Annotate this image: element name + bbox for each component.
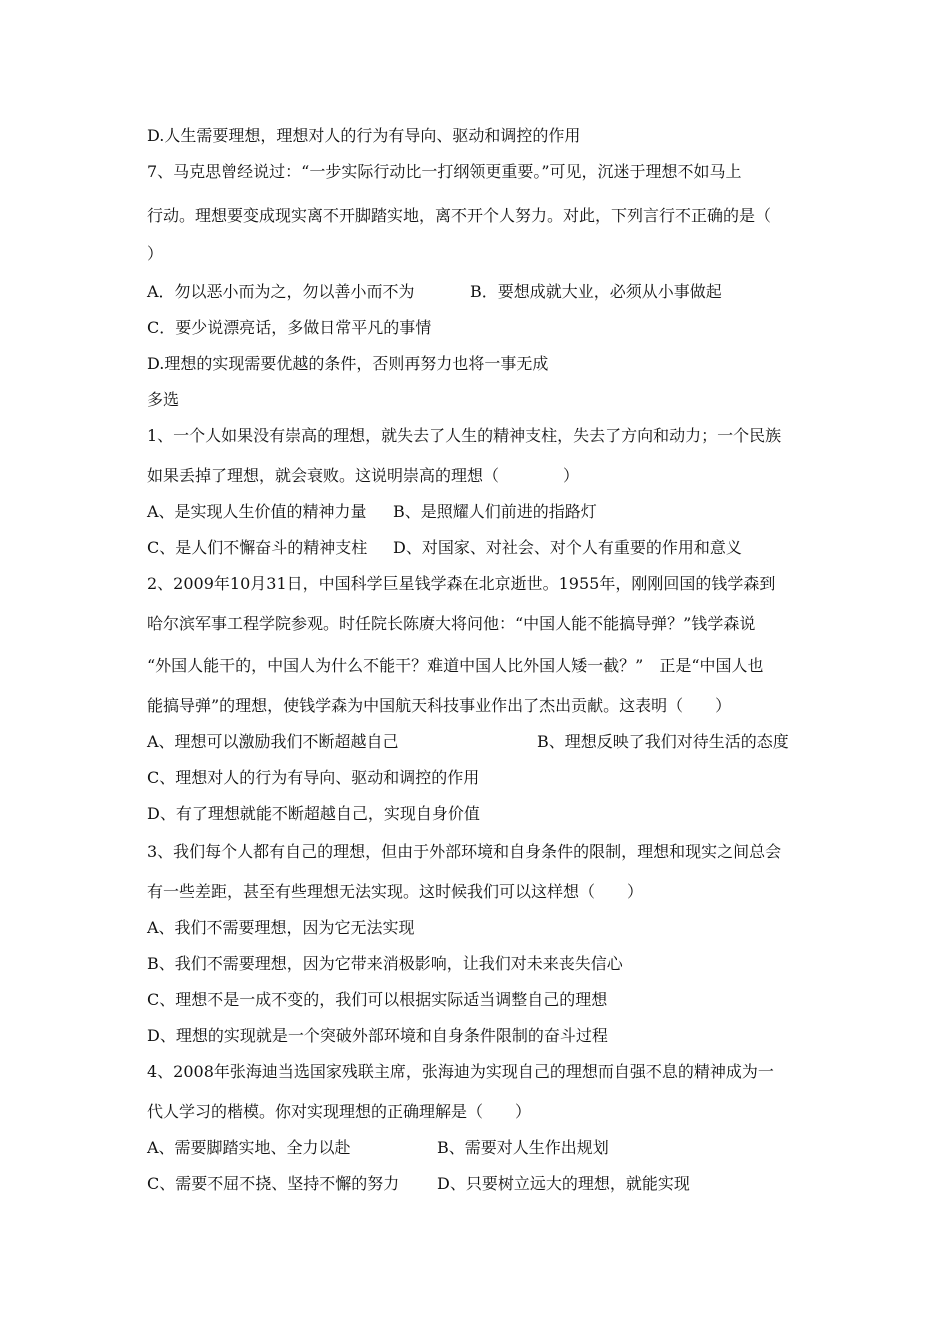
mq4-option-c: C、需要不屈不挠、坚持不懈的努力 bbox=[147, 1174, 400, 1193]
mq1-stem-line-2: 如果丢掉了理想，就会衰败。这说明崇高的理想（ ） bbox=[147, 466, 580, 485]
mq2-option-b: B、理想反映了我们对待生活的态度 bbox=[537, 732, 789, 751]
mq2-stem-line-4: 能搞导弹”的理想，使钱学森为中国航天科技事业作出了杰出贡献。这表明（ ） bbox=[147, 696, 732, 715]
mq4-stem-line-1: 4、2008年张海迪当选国家残联主席，张海迪为实现自己的理想而自强不息的精神成为一 bbox=[147, 1062, 774, 1081]
mq1-option-c: C、是人们不懈奋斗的精神支柱 bbox=[147, 538, 368, 557]
mq2-option-a: A、理想可以激励我们不断超越自己 bbox=[147, 732, 399, 751]
mq4-option-d: D、只要树立远大的理想，就能实现 bbox=[437, 1174, 690, 1193]
mq1-options-ab bbox=[147, 502, 812, 522]
mq3-option-a: A、我们不需要理想，因为它无法实现 bbox=[147, 918, 415, 937]
mq2-stem-line-3: “外国人能干的，中国人为什么不能干？难道中国人比外国人矮一截？” 正是“中国人也 bbox=[147, 656, 764, 675]
q7-option-d: D.理想的实现需要优越的条件，否则再努力也将一事无成 bbox=[147, 354, 549, 373]
mq3-option-b: B、我们不需要理想，因为它带来消极影响，让我们对未来丧失信心 bbox=[147, 954, 623, 973]
q7-stem-line-2: 行动。理想要变成现实离不开脚踏实地，离不开个人努力。对此，下列言行不正确的是（ bbox=[147, 206, 772, 225]
q7-stem-line-3: ） bbox=[147, 244, 164, 263]
mq1-stem-line-1: 1、一个人如果没有崇高的理想，就失去了人生的精神支柱，失去了方向和动力；一个民族 bbox=[147, 426, 782, 445]
mq1-option-a: A、是实现人生价值的精神力量 bbox=[147, 502, 367, 521]
mq2-options-ab bbox=[147, 732, 812, 752]
mq2-stem-line-1: 2、2009年10月31日，中国科学巨星钱学森在北京逝世。1955年，刚刚回国的钱学森到 bbox=[147, 574, 776, 593]
mq2-option-d: D、有了理想就能不断超越自己，实现自身价值 bbox=[147, 804, 480, 823]
q7-stem-line-1: 7、马克思曾经说过：“一步实际行动比一打纲领更重要。”可见，沉迷于理想不如马上 bbox=[147, 162, 742, 181]
q7-option-a: A．勿以恶小而为之，勿以善小而不为 bbox=[147, 282, 415, 301]
mq4-option-b: B、需要对人生作出规划 bbox=[437, 1138, 609, 1157]
mq3-stem-line-1: 3、我们每个人都有自己的理想，但由于外部环境和自身条件的限制，理想和现实之间总会 bbox=[147, 842, 782, 861]
q7-option-b: B．要想成就大业，必须从小事做起 bbox=[470, 282, 722, 301]
mq1-option-d: D、对国家、对社会、对个人有重要的作用和意义 bbox=[393, 538, 742, 557]
mq1-option-b: B、是照耀人们前进的指路灯 bbox=[393, 502, 597, 521]
mq4-options-cd bbox=[147, 1174, 812, 1194]
mq2-stem-line-2: 哈尔滨军事工程学院参观。时任院长陈赓大将问他：“中国人能不能搞导弹？”钱学森说 bbox=[147, 614, 756, 633]
mq4-option-a: A、需要脚踏实地、全力以赴 bbox=[147, 1138, 351, 1157]
mq4-stem-line-2: 代人学习的楷模。你对实现理想的正确理解是（ ） bbox=[147, 1102, 532, 1121]
mq1-options-cd bbox=[147, 538, 812, 558]
mq3-option-c: C、理想不是一成不变的，我们可以根据实际适当调整自己的理想 bbox=[147, 990, 608, 1009]
section-heading-multiple-choice: 多选 bbox=[147, 390, 180, 409]
mq2-option-c: C、理想对人的行为有导向、驱动和调控的作用 bbox=[147, 768, 480, 787]
mq3-stem-line-2: 有一些差距，甚至有些理想无法实现。这时候我们可以这样想（ ） bbox=[147, 882, 644, 901]
mq3-option-d: D、理想的实现就是一个突破外部环境和自身条件限制的奋斗过程 bbox=[147, 1026, 608, 1045]
q6-option-d: D.人生需要理想，理想对人的行为有导向、驱动和调控的作用 bbox=[147, 126, 581, 145]
mq4-options-ab bbox=[147, 1138, 812, 1158]
q7-option-c: C．要少说漂亮话，多做日常平凡的事情 bbox=[147, 318, 432, 337]
q7-options-ab bbox=[147, 282, 812, 302]
